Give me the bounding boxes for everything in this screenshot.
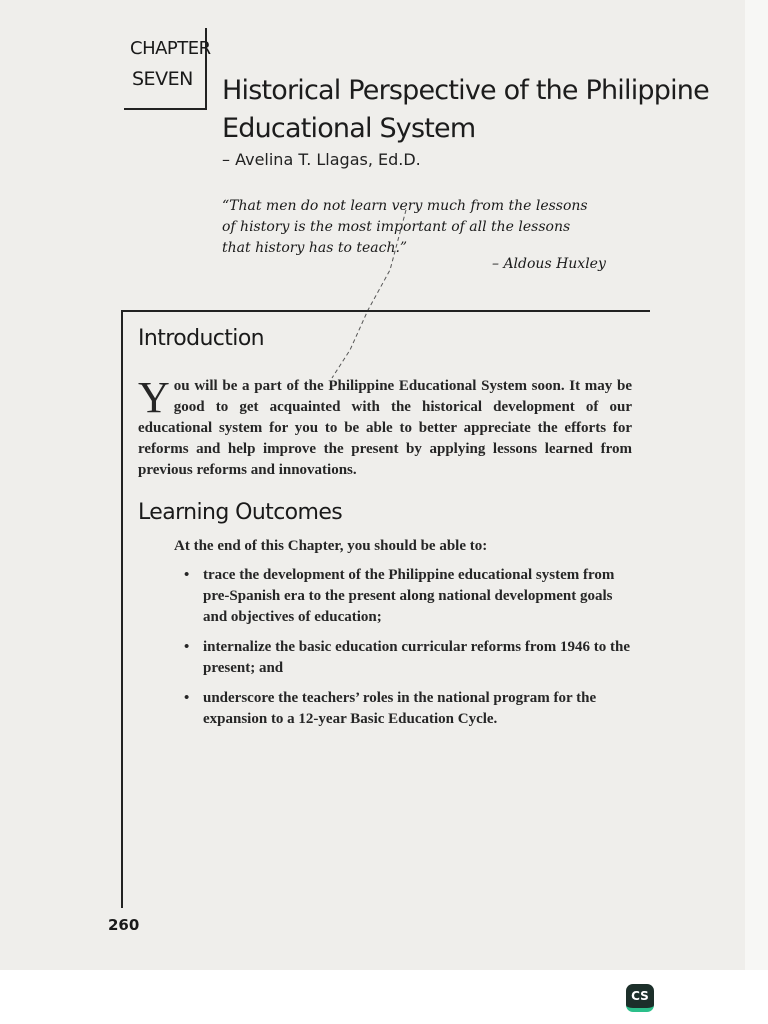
bullet-icon: • (184, 639, 190, 655)
chapter-title: Historical Perspective of the Philippine Educational System (222, 75, 709, 144)
list-item (182, 565, 634, 628)
chapter-author: – Avelina T. Llagas, Ed.D. (222, 150, 421, 169)
scanner-app-badge[interactable]: CS (626, 984, 654, 1012)
list-item (182, 637, 634, 679)
page-margin (745, 0, 768, 970)
section-left-rule (121, 310, 123, 908)
list-item-text: internalize the basic education curricular reforms from 1946 to the present; and (203, 639, 631, 676)
page-number: 260 (108, 916, 140, 934)
section-top-rule (122, 310, 650, 312)
learning-outcomes-heading: Learning Outcomes (138, 500, 343, 525)
learning-outcomes-lead: At the end of this Chapter, you should be able to: (174, 538, 488, 554)
introduction-body: ou will be a part of the Philippine Educational System soon. It may be good to get acquainted with the historical development of our educational system for you to be able to better appreciate the efforts for reforms and help improve the present by applying lessons learned from previous reforms and innovations. (138, 378, 632, 478)
chapter-label: CHAPTER (130, 38, 211, 59)
chapter-number: SEVEN (132, 68, 193, 90)
pencil-stroke-mark (310, 200, 430, 380)
bullet-icon: • (184, 690, 190, 706)
learning-outcomes-list (182, 565, 634, 739)
epigraph-attribution: – Aldous Huxley (492, 256, 606, 272)
introduction-paragraph (138, 373, 632, 481)
list-item-text: trace the development of the Philippine educational system from pre-Spanish era to the present along national development goals and objectives of education; (203, 567, 615, 625)
bullet-icon: • (184, 567, 190, 583)
epigraph-quote: “That men do not learn very much from the lessons of history is the most important of all the lessons that history has to teach.” (222, 198, 588, 256)
dropcap-letter: Y (138, 373, 170, 422)
list-item (182, 688, 634, 730)
list-item-text: underscore the teachers’ roles in the national program for the expansion to a 12-year Basic Education Cycle. (203, 690, 597, 727)
introduction-heading: Introduction (138, 326, 265, 351)
